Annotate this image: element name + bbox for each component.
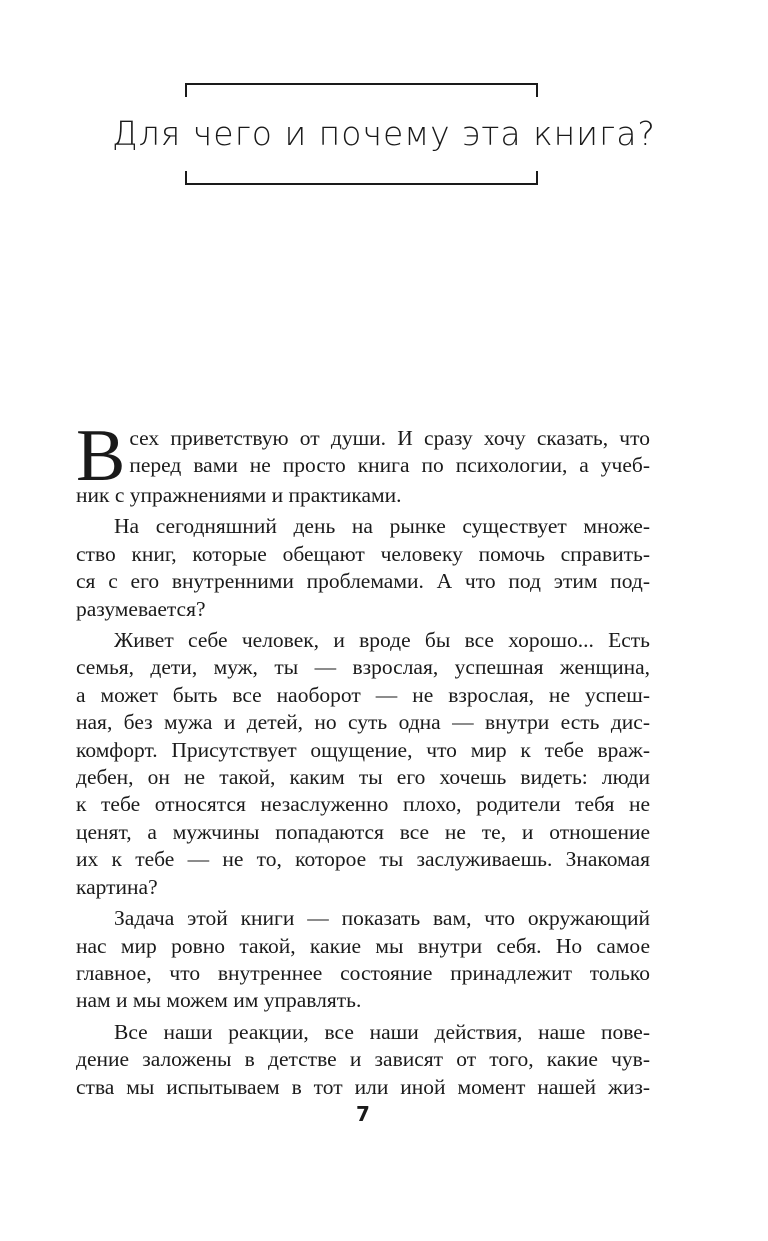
drop-cap: В bbox=[76, 415, 126, 497]
text-line: сех приветствую от души. И сразу хочу сказать, что bbox=[129, 426, 650, 450]
text-line: нас мир ровно такой, какие мы внутри себя. Но самое bbox=[76, 933, 650, 958]
text-line: ство книг, которые обещают человеку помочь справить- bbox=[76, 541, 650, 566]
text-line: нам и мы можем им управлять. bbox=[76, 988, 362, 1013]
text-line: картина? bbox=[76, 874, 158, 899]
text-line: ства мы испытываем в тот или иной момент нашей жиз- bbox=[76, 1074, 650, 1099]
paragraph-3 bbox=[76, 627, 650, 901]
text-line: разумевается? bbox=[76, 596, 206, 621]
text-line: главное, что внутреннее состояние принадлежит только bbox=[76, 960, 650, 985]
text-line: На сегодняшний день на рынке существует множе- bbox=[114, 514, 650, 539]
paragraph-5 bbox=[76, 1019, 650, 1101]
text-line: Живет себе человек, и вроде бы все хорошо... Есть bbox=[114, 628, 650, 653]
text-line: ся с его внутренними проблемами. А что под этим под- bbox=[76, 569, 650, 594]
text-line: Все наши реакции, все наши действия, наше пове- bbox=[114, 1019, 650, 1044]
body-text bbox=[76, 415, 650, 1101]
text-line: их к тебе — не то, которое ты заслуживаешь. Знакомая bbox=[76, 847, 650, 872]
text-line: дебен, он не такой, каким ты его хочешь видеть: люди bbox=[76, 765, 650, 790]
text-line: комфорт. Присутствует ощущение, что мир к тебе враж- bbox=[76, 737, 650, 762]
heading-bracket-top bbox=[185, 83, 538, 97]
paragraph-4 bbox=[76, 905, 650, 1015]
chapter-title: Для чего и почему эта книга? bbox=[112, 114, 656, 153]
text-line: семья, дети, муж, ты — взрослая, успешная женщина, bbox=[76, 655, 650, 680]
text-line: к тебе относятся незаслуженно плохо, родители тебя не bbox=[76, 792, 650, 817]
paragraph-1 bbox=[76, 415, 650, 509]
heading-bracket-bottom bbox=[185, 171, 538, 185]
text-line: дение заложены в детстве и зависят от того, какие чув- bbox=[76, 1047, 650, 1072]
text-line: ник с упражнениями и практиками. bbox=[76, 483, 402, 507]
text-line: Задача этой книги — показать вам, что окружающий bbox=[114, 906, 650, 931]
text-line: ная, без мужа и детей, но суть одна — внутри есть дис- bbox=[76, 710, 650, 735]
paragraph-2 bbox=[76, 513, 650, 623]
page-number: 7 bbox=[356, 1102, 370, 1126]
text-line: а может быть все наоборот — не взрослая, не успеш- bbox=[76, 682, 650, 707]
text-line: перед вами не просто книга по психологии, а учеб- bbox=[129, 453, 650, 478]
text-line: ценят, а мужчины попадаются все не те, и отношение bbox=[76, 819, 650, 844]
